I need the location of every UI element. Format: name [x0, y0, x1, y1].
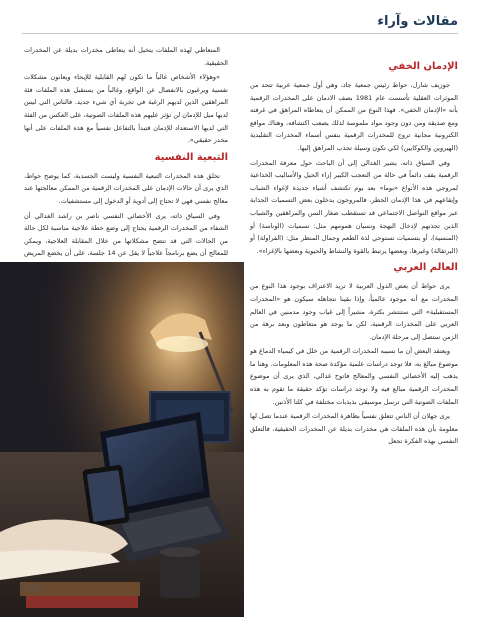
paragraph: وفي السياق ذاته، يشير الغدالي إلى أن الباحث حول معرفة المخدرات الرقمية يقف دائماً في حالة من التعجب الكبير إزاء الحيل والأساليب الخداعية لمروجي هذه الأنواع «بوما» بعد يوم تكتشف أشياء جديدة لإغواء الشباب وإيقاعهم في هذا الإدمان الخطر، فالمروجون يدخلون بعض التسميات الجذابة عبر مواقع التواصل الاجتماعي قد تستقطب صغار السن والمراهقين والشباب الذين تجذبهم لإدخال البهجة ونسيان همومهم مثل: تسميات (الوناسة) أو (المنسية)، أو بتسميات تستوحي لذة الطعم وجمال المنظر مثل: (الفراولة) أو (البرتقالة) وغيرها، وبعضها يرتبط بالقوة والنشاط والحيوية وبعضها بالإغراء». [250, 158, 458, 255]
paragraph: يرى حواط أن بعض الدول العربية لا تريد الاعتراف بوجود هذا النوع من المخدرات مع أنه موجود عالمياً، وإذا بقينا نتجاهله سيكون هو «المخدرات المستقبلية» التي ستنتشر بكثرة، مشيراً إلى غياب وجود مدمنين في العالم العربي على المخدرات الرقمية، لكن ما يوجد هو متعاطون وبعد برهة من الزمن ستصل إلى مرحلة الإدمان. [250, 282, 458, 341]
article-left-column [24, 44, 228, 256]
heading-arab-world: العالم العربي [393, 262, 458, 274]
paragraph: وفي السياق ذاته، يرى الأخصائي النفسي ناصر بن راشد الغدالي أن الشفاء من المخدرات الرقمية يحتاج إلى وضع خطة علاجية مناسبة لكل حالة من الحالات التي قد تتضح مشكلاتها من خلال المقابلة العلاجية، ويمكن للمعالج أن يضع برنامجاً علاجياً لا يقل عن 14 جلسة، على أن يخضع المريض [24, 211, 229, 258]
paragraph: تخلق هذه المخدرات التبعية النفسية وليست الجسدية، كما يوضح حواط، الذي يرى أن حالات الإدمان على المخدرات الرقمية من الممكن معالجتها عند معالج نفسي فهي لا تحتاج إلى أدوية أو الدخول إلى مستشفيات. [24, 171, 228, 205]
laptop-scene-illustration [0, 262, 244, 617]
article-photo [0, 262, 244, 617]
paragraph: «وهؤلاء الأشخاص غالباً ما تكون لهم القابلية للإيحاء ويعانون مشكلات نفسية ويرغبون بالانفصال عن الواقع، وغالباً من يستقبل هذه الملفات فئة المراهقين الذين لديهم الرغبة في تجربة أي شيء جديد. فالناس التي ليس لديها ميل للإدمان لن تؤثر عليهم هذه الملفات الصوتية، على العكس من الفئة التي لديها الاستعداد للإدمان فتبدأ بالتفاعل نفسياً مع هذه الملفات على أنها مخدر حقيقي». [24, 73, 228, 145]
header-divider [22, 33, 458, 34]
paragraph: يرى جهلان أن الناس تتعلق نفسياً بظاهرة المخدرات الرقمية عندما تصل لها معلومة بأن هذه الملفات هي مخدرات بديلة عن المخدرات الحقيقية، فالتعلق النفسي بهذه الفكرة تجعل [250, 412, 458, 446]
section-title: مقالات وآراء [377, 14, 458, 29]
heading-hidden-addiction: الإدمان الخفي [388, 61, 458, 72]
paragraph: المتعاطي لهذه الملفات يتخيل أنه يتعاطى مخدرات بديلة عن المخدرات الحقيقية. [24, 46, 228, 67]
paragraph: جوزيف شارل، حواط رئيس جمعية جاد، وهي أول جمعية عربية تتحد من الموثرات العقلية تأسست عام 1981 بصف الادمان على المخدرات الرقمية بأنه «الإدمان الخفي». فهذا النوع من الممكن أن يتعاطاه المراهق في غرفته ومع صديقه ومن دون وجود مواد ملموسة لذلك يصعب اكتشافه، وهناك مواقع الكترونية مجانية تروج للمخدرات الرقمية بنفس أسماء المخدرات التقليدية (الهيروين والكوكايين) لكي تكون وسيلة تجذب المراهق إليها. [250, 81, 458, 152]
mug-icon [160, 547, 200, 598]
page-number: 128 [22, 584, 42, 595]
paragraph: ويعتقد البعض أن ما تسببه المخدرات الرقمية من خلل في كيمياء الدماغ هو موضوع مبالغ به، فلا توجد دراسات علمية مؤكدة صحة هذه المعلومات. وهنا ما يذهب إليه الأخصائي النفسي والمعالج فاتوح غدالي، الذي يرى أن موضوع المخدرات الرقمية مبالغ فيه ولا توجد دراسات تؤكد حقيقة ما تقوم به هذه الملفات الصوتية التي ترسل موسيقى بذبذبات مختلفة في كلتا الأذنين. [250, 347, 458, 406]
article-right-column [250, 60, 458, 600]
phone-icon [82, 464, 130, 527]
heading-psychological-dependence: التبعية النفسية [154, 151, 228, 163]
